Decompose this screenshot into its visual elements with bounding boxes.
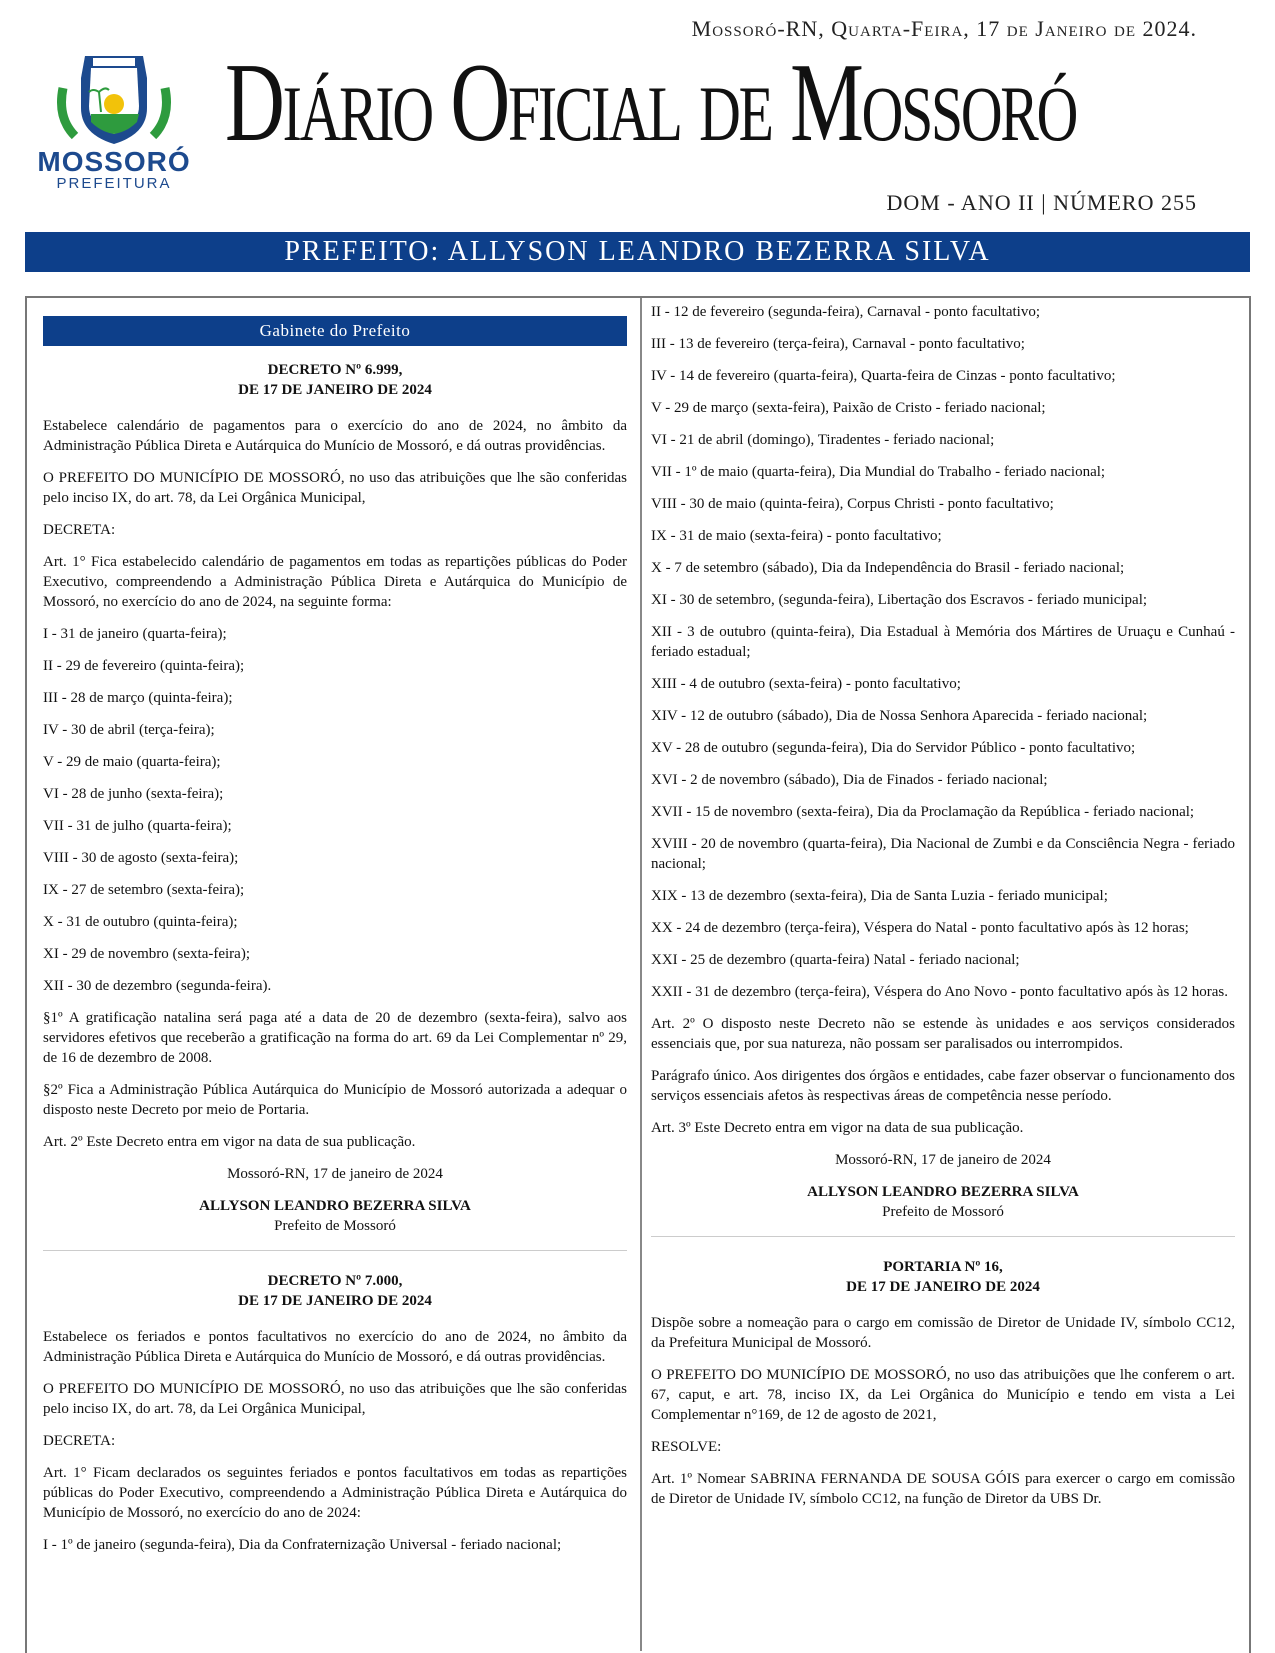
decreta: DECRETA: — [43, 522, 116, 538]
title-line: DECRETO Nº 6.999, — [267, 362, 403, 378]
list-item: X - 31 de outubro (quinta-feira); — [43, 914, 238, 930]
dateline: Mossoró-RN, Quarta-Feira, 17 de Janeiro de 2024. — [691, 16, 1197, 41]
list-item: IV - 30 de abril (terça-feira); — [43, 722, 215, 738]
list-item: X - 7 de setembro (sábado), Dia da Independência do Brasil - feriado nacional; — [651, 560, 1125, 576]
list-item: IX - 31 de maio (sexta-feira) - ponto facultativo; — [651, 528, 942, 544]
section-header: Gabinete do Prefeito — [43, 316, 627, 346]
header — [0, 0, 1275, 290]
list-item: XV - 28 de outubro (segunda-feira), Dia do Servidor Público - ponto facultativo; — [651, 740, 1136, 756]
signer-role: Prefeito de Mossoró — [882, 1204, 1004, 1220]
paragraph-2: §2º Fica a Administração Pública Autárquica do Município de Mossoró autorizada a adequar o disposto neste Decreto por meio de Portaria. — [43, 1082, 627, 1118]
list-item: V - 29 de março (sexta-feira), Paixão de Cristo - feriado nacional; — [651, 400, 1046, 416]
list-item: II - 12 de fevereiro (segunda-feira), Carnaval - ponto facultativo; — [651, 304, 1040, 320]
ementa: Estabelece os feriados e pontos facultativos no exercício do ano de 2024, no âmbito da Administração Pública Direta e Autárquica do Munício de Mossoró, e dá outras providências. — [43, 1329, 627, 1365]
ementa: Estabelece calendário de pagamentos para o exercício do ano de 2024, no âmbito da Administração Pública Direta e Autárquica do Munício de Mossoró, e dá outras providências. — [43, 418, 627, 454]
article-1: Art. 1° Fica estabelecido calendário de pagamentos em todas as repartições públicas do Poder Executivo, compreendendo a Administração Pública Direta e Autárquica do Município de Mossoró, no exercício do ano de 2024, na seguinte forma: — [43, 554, 627, 610]
preamble: O PREFEITO DO MUNICÍPIO DE MOSSORÓ, no uso das atribuições que lhe conferem o art. 67, caput, e art. 78, inciso IX, da Lei Orgânica do Município e tendo em vista a Lei Complementar n°169, de 12 de agosto de 2021, — [651, 1367, 1235, 1423]
list-item: XII - 3 de outubro (quinta-feira), Dia Estadual à Memória dos Mártires de Uruaçu e Cunhaú - feriado estadual; — [651, 624, 1235, 660]
article-3: Art. 3º Este Decreto entra em vigor na data de sua publicação. — [651, 1120, 1024, 1136]
logo-subtitle: PREFEITURA — [56, 175, 172, 192]
preamble: O PREFEITO DO MUNICÍPIO DE MOSSORÓ, no uso das atribuições que lhe são conferidas pelo inciso IX, do art. 78, da Lei Orgânica Municipal, — [43, 470, 627, 506]
list-item: III - 13 de fevereiro (terça-feira), Carnaval - ponto facultativo; — [651, 336, 1025, 352]
list-item: XVII - 15 de novembro (sexta-feira), Dia da Proclamação da República - feriado nacional; — [651, 804, 1195, 820]
masthead-title: Diário Oficial de Mossoró — [225, 41, 1077, 165]
list-item: I - 31 de janeiro (quarta-feira); — [43, 626, 227, 642]
list-item: VIII - 30 de maio (quinta-feira), Corpus Christi - ponto facultativo; — [651, 496, 1054, 512]
list-item: IX - 27 de setembro (sexta-feira); — [43, 882, 245, 898]
decreta: DECRETA: — [43, 1433, 116, 1449]
signer-role: Prefeito de Mossoró — [274, 1218, 396, 1234]
list-item: XIII - 4 de outubro (sexta-feira) - ponto facultativo; — [651, 676, 961, 692]
article-1: Art. 1° Ficam declarados os seguintes feriados e pontos facultativos em todas as repartições públicas do Poder Executivo, compreendendo a Administração Pública Direta e Autárquica do Município de Mossoró, no exercício do ano de 2024: — [43, 1465, 627, 1521]
separator — [43, 1250, 627, 1251]
decreto-6999-title — [43, 360, 627, 400]
list-item: XII - 30 de dezembro (segunda-feira). — [43, 978, 272, 994]
list-item: XI - 30 de setembro, (segunda-feira), Libertação dos Escravos - feriado municipal; — [651, 592, 1148, 608]
list-item: XIV - 12 de outubro (sábado), Dia de Nossa Senhora Aparecida - feriado nacional; — [651, 708, 1148, 724]
portaria-16-title — [651, 1257, 1235, 1297]
list-item: XIX - 13 de dezembro (sexta-feira), Dia de Santa Luzia - feriado municipal; — [651, 888, 1108, 904]
left-column — [43, 302, 627, 1567]
list-item: XVI - 2 de novembro (sábado), Dia de Finados - feriado nacional; — [651, 772, 1048, 788]
resolve: RESOLVE: — [651, 1439, 722, 1455]
prefeitura-logo — [24, 48, 204, 198]
place-date: Mossoró-RN, 17 de janeiro de 2024 — [835, 1152, 1051, 1168]
list-item: XX - 24 de dezembro (terça-feira), Véspera do Natal - ponto facultativo após às 12 horas; — [651, 920, 1189, 936]
list-item: XVIII - 20 de novembro (quarta-feira), Dia Nacional de Zumbi e da Consciência Negra - feriado nacional; — [651, 836, 1235, 872]
mayor-banner: PREFEITO: ALLYSON LEANDRO BEZERRA SILVA — [25, 232, 1250, 272]
article-1: Art. 1º Nomear SABRINA FERNANDA DE SOUSA GÓIS para exercer o cargo em comissão de Diretor de Unidade IV, símbolo CC12, na função de Diretor da UBS Dr. — [651, 1471, 1235, 1507]
column-divider — [640, 298, 642, 1651]
decreto-7000-title — [43, 1271, 627, 1311]
article-2: Art. 2º Este Decreto entra em vigor na data de sua publicação. — [43, 1134, 416, 1150]
list-item: XXII - 31 de dezembro (terça-feira), Véspera do Ano Novo - ponto facultativo após às 12 horas. — [651, 984, 1229, 1000]
list-item: IV - 14 de fevereiro (quarta-feira), Quarta-feira de Cinzas - ponto facultativo; — [651, 368, 1116, 384]
list-item: VIII - 30 de agosto (sexta-feira); — [43, 850, 239, 866]
title-line: DE 17 DE JANEIRO DE 2024 — [238, 1293, 432, 1309]
holiday-list — [651, 302, 1235, 1002]
article-2: Art. 2º O disposto neste Decreto não se estende às unidades e aos serviços considerados essenciais que, por sua natureza, não possam ser paralisados ou interrompidos. — [651, 1016, 1235, 1052]
preamble: O PREFEITO DO MUNICÍPIO DE MOSSORÓ, no uso das atribuições que lhe são conferidas pelo inciso IX, do art. 78, da Lei Orgânica Municipal, — [43, 1381, 627, 1417]
title-line: DE 17 DE JANEIRO DE 2024 — [846, 1279, 1040, 1295]
title-line: DE 17 DE JANEIRO DE 2024 — [238, 382, 432, 398]
list-item: V - 29 de maio (quarta-feira); — [43, 754, 221, 770]
list-item: VI - 28 de junho (sexta-feira); — [43, 786, 224, 802]
ementa: Dispõe sobre a nomeação para o cargo em comissão de Diretor de Unidade IV, símbolo CC12, da Prefeitura Municipal de Mossoró. — [651, 1315, 1235, 1351]
paragraph-1: §1º A gratificação natalina será paga até a data de 20 de dezembro (sexta-feira), salvo aos servidores efetivos que receberão a gratificação na forma do art. 69 da Lei Complementar nº 29, de 16 de dezembro de 2008. — [43, 1010, 627, 1066]
list-item: VII - 31 de julho (quarta-feira); — [43, 818, 232, 834]
list-item: III - 28 de março (quinta-feira); — [43, 690, 233, 706]
right-column — [651, 302, 1235, 1521]
list-item: VI - 21 de abril (domingo), Tiradentes - feriado nacional; — [651, 432, 995, 448]
title-line: PORTARIA Nº 16, — [883, 1259, 1003, 1275]
list-item: XI - 29 de novembro (sexta-feira); — [43, 946, 250, 962]
payment-list — [43, 624, 627, 996]
paragrafo-unico: Parágrafo único. Aos dirigentes dos órgãos e entidades, cabe fazer observar o funcionamento dos serviços essenciais afetos às respectivas áreas de competência nesse período. — [651, 1068, 1235, 1104]
place-date: Mossoró-RN, 17 de janeiro de 2024 — [227, 1166, 443, 1182]
crest-icon — [55, 48, 173, 146]
logo-name: MOSSORÓ — [37, 146, 191, 177]
title-line: DECRETO Nº 7.000, — [267, 1273, 403, 1289]
separator — [651, 1236, 1235, 1237]
list-item: XXI - 25 de dezembro (quarta-feira) Natal - feriado nacional; — [651, 952, 1020, 968]
signer-name: ALLYSON LEANDRO BEZERRA SILVA — [199, 1198, 471, 1214]
list-item: VII - 1º de maio (quarta-feira), Dia Mundial do Trabalho - feriado nacional; — [651, 464, 1106, 480]
list-item: II - 29 de fevereiro (quinta-feira); — [43, 658, 245, 674]
edition-number: DOM - ANO II | NÚMERO 255 — [886, 190, 1197, 215]
list-item: I - 1º de janeiro (segunda-feira), Dia da Confraternização Universal - feriado nacional; — [43, 1537, 562, 1553]
signer-name: ALLYSON LEANDRO BEZERRA SILVA — [807, 1184, 1079, 1200]
